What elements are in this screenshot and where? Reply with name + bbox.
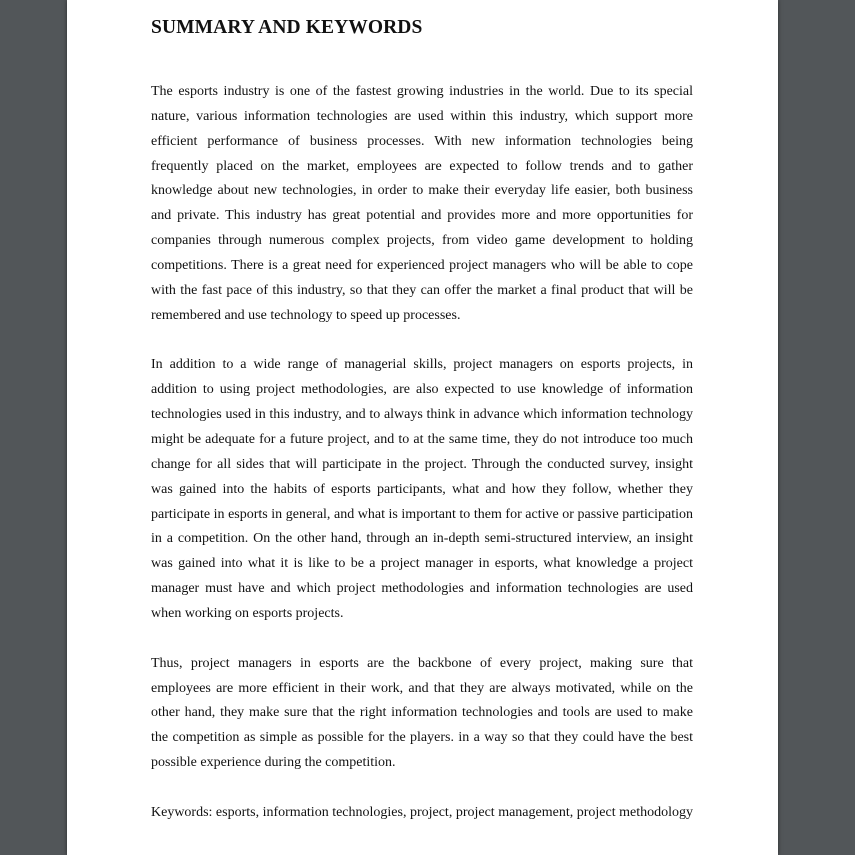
summary-paragraph-1: The esports industry is one of the fastest growing industries in the world. Due to its special nature, various information technologies are used within this industry, which support more efficient performance of business processes. With new information technologies being frequently placed on the market, employees are expected to follow trends and to gather knowledge about new technologies, in order to make their everyday life easier, both business and private. This industry has great potential and provides more and more opportunities for companies through numerous complex projects, from video game development to holding competitions. There is a great need for experienced project managers who will be able to cope with the fast pace of this industry, so that they can offer the market a final product that will be remembered and use technology to speed up processes. bbox=[151, 84, 693, 323]
page-content bbox=[151, 12, 693, 826]
document-page bbox=[67, 0, 778, 855]
summary-paragraph-2: In addition to a wide range of managerial skills, project managers on esports projects, in addition to using project methodologies, are also expected to use knowledge of information technologies used in this industry, and to always think in advance which information technology might be adequate for a future project, and to at the same time, they do not introduce too much change for all sides that will participate in the project. Through the conducted survey, insight was gained into the habits of esports participants, what and how they follow, whether they participate in esports in general, and what is important to them for active or passive participation in a competition. On the other hand, through an in-depth semi-structured interview, an insight was gained into what it is like to be a project manager in esports, what knowledge a project manager must have and which project methodologies and information technologies are used when working on esports projects. bbox=[151, 357, 693, 621]
section-heading: SUMMARY AND KEYWORDS bbox=[151, 17, 423, 38]
keywords-paragraph: Keywords: esports, information technologies, project, project management, project methodology bbox=[151, 804, 693, 820]
summary-paragraph-3: Thus, project managers in esports are the backbone of every project, making sure that employees are more efficient in their work, and that they are always motivated, while on the other hand, they make sure that the right information technologies and tools are used to make the competition as simple as possible for the players. in a way so that they could have the best possible experience during the competition. bbox=[151, 655, 693, 771]
